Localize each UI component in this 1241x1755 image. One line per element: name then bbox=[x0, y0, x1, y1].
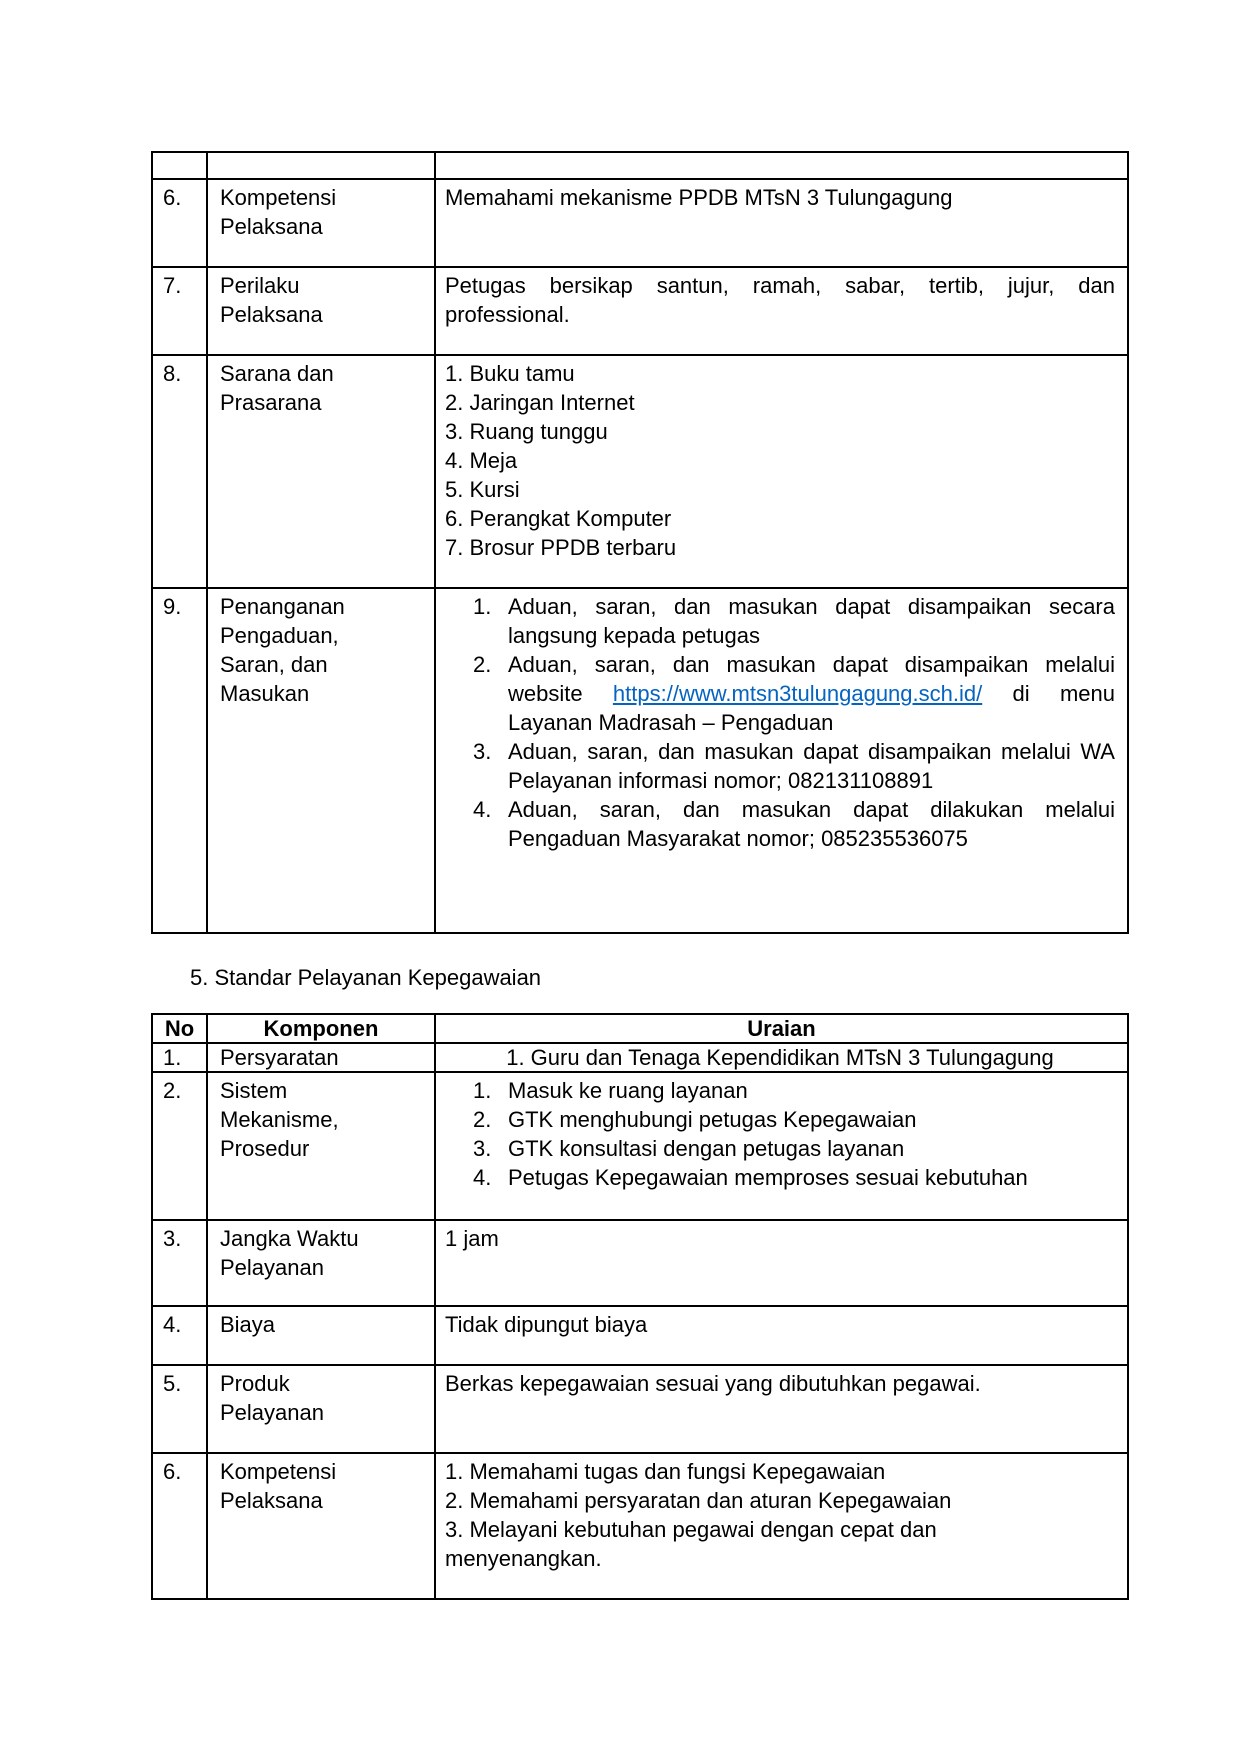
uraian-cell: Tidak dipungut biaya bbox=[435, 1306, 1128, 1365]
row-number-cell: 8. bbox=[152, 355, 207, 588]
list-item bbox=[473, 1163, 1115, 1192]
komponen-cell: Penanganan Pengaduan, Saran, dan Masukan bbox=[207, 588, 435, 933]
row-number-cell: 9. bbox=[152, 588, 207, 933]
table-row bbox=[152, 267, 1128, 355]
list-item bbox=[473, 650, 1115, 737]
table-row bbox=[152, 1365, 1128, 1453]
table-standar-pelayanan-kepegawaian bbox=[151, 1013, 1129, 1600]
uraian-cell: 1 jam bbox=[435, 1220, 1128, 1306]
list-item-text: Aduan, saran, dan masukan dapat disampaikan melalui website bbox=[508, 652, 1115, 706]
table-row bbox=[152, 1306, 1128, 1365]
komponen-cell: Kompetensi Pelaksana bbox=[207, 1453, 435, 1599]
header-komponen: Komponen bbox=[207, 1014, 435, 1043]
list-marker: 3. bbox=[473, 739, 492, 764]
prosedur-list bbox=[445, 1076, 1115, 1192]
list-marker: 1. bbox=[473, 594, 492, 619]
table-row bbox=[152, 355, 1128, 588]
row-number-cell: 5. bbox=[152, 1365, 207, 1453]
row-number-cell: 2. bbox=[152, 1072, 207, 1220]
section-heading: 5. Standar Pelayanan Kepegawaian bbox=[190, 965, 542, 990]
list-item-text: Petugas Kepegawaian memproses sesuai kebutuhan bbox=[508, 1165, 1028, 1190]
uraian-cell: Petugas bersikap santun, ramah, sabar, tertib, jujur, dan professional. bbox=[435, 267, 1128, 355]
table-row bbox=[152, 1072, 1128, 1220]
komponen-cell: Produk Pelayanan bbox=[207, 1365, 435, 1453]
list-marker: 3. bbox=[473, 1136, 492, 1161]
list-marker: 1. bbox=[473, 1078, 492, 1103]
table1-empty-row bbox=[152, 152, 1128, 179]
komponen-cell bbox=[207, 152, 435, 179]
komponen-cell: Sistem Mekanisme, Prosedur bbox=[207, 1072, 435, 1220]
table-row bbox=[152, 1220, 1128, 1306]
list-marker: 4. bbox=[473, 797, 492, 822]
komponen-cell: Kompetensi Pelaksana bbox=[207, 179, 435, 267]
komponen-cell: Sarana dan Prasarana bbox=[207, 355, 435, 588]
pengaduan-list bbox=[445, 592, 1115, 853]
row-number-cell: 3. bbox=[152, 1220, 207, 1306]
list-item bbox=[473, 1076, 1115, 1105]
uraian-cell bbox=[435, 1072, 1128, 1220]
komponen-cell: Biaya bbox=[207, 1306, 435, 1365]
row-number-cell: 6. bbox=[152, 1453, 207, 1599]
row-number-cell: 6. bbox=[152, 179, 207, 267]
list-item-text: Masuk ke ruang layanan bbox=[508, 1078, 748, 1103]
table-row bbox=[152, 1043, 1128, 1072]
uraian-cell: 1. Guru dan Tenaga Kependidikan MTsN 3 Tulungagung bbox=[435, 1043, 1128, 1072]
list-item-text: Aduan, saran, dan masukan dapat disampaikan secara langsung kepada petugas bbox=[508, 594, 1115, 648]
list-marker: 2. bbox=[473, 1107, 492, 1132]
list-item-text: GTK menghubungi petugas Kepegawaian bbox=[508, 1107, 917, 1132]
table-row bbox=[152, 179, 1128, 267]
uraian-cell bbox=[435, 588, 1128, 933]
uraian-cell: 1. Buku tamu 2. Jaringan Internet 3. Ruang tunggu 4. Meja 5. Kursi 6. Perangkat Komputer 7. Brosur PPDB terbaru bbox=[435, 355, 1128, 588]
table-header-row bbox=[152, 1014, 1128, 1043]
uraian-cell: Memahami mekanisme PPDB MTsN 3 Tulungagung bbox=[435, 179, 1128, 267]
uraian-cell: 1. Memahami tugas dan fungsi Kepegawaian 2. Memahami persyaratan dan aturan Kepegawaian 3. Melayani kebutuhan pegawai dengan cepat dan menyenangkan. bbox=[435, 1453, 1128, 1599]
list-item bbox=[473, 592, 1115, 650]
table-standar-pelayanan-ppdb-continued bbox=[151, 151, 1129, 934]
uraian-cell bbox=[435, 152, 1128, 179]
row-number-cell: 4. bbox=[152, 1306, 207, 1365]
row-number-cell bbox=[152, 152, 207, 179]
list-item-text: Aduan, saran, dan masukan dapat dilakukan melalui Pengaduan Masyarakat nomor; 085235536075 bbox=[508, 797, 1115, 851]
table-row bbox=[152, 588, 1128, 933]
list-marker: 2. bbox=[473, 652, 492, 677]
komponen-cell: Persyaratan bbox=[207, 1043, 435, 1072]
list-marker: 4. bbox=[473, 1165, 492, 1190]
list-item bbox=[473, 1105, 1115, 1134]
list-item-text: GTK konsultasi dengan petugas layanan bbox=[508, 1136, 905, 1161]
list-item bbox=[473, 795, 1115, 853]
list-item bbox=[473, 1134, 1115, 1163]
row-number-cell: 7. bbox=[152, 267, 207, 355]
header-uraian: Uraian bbox=[435, 1014, 1128, 1043]
list-item-text: di menu Layanan Madrasah – Pengaduan bbox=[508, 681, 1115, 735]
komponen-cell: Jangka Waktu Pelayanan bbox=[207, 1220, 435, 1306]
row-number-cell: 1. bbox=[152, 1043, 207, 1072]
list-item bbox=[473, 737, 1115, 795]
uraian-cell: Berkas kepegawaian sesuai yang dibutuhkan pegawai. bbox=[435, 1365, 1128, 1453]
list-item-text: Aduan, saran, dan masukan dapat disampaikan melalui WA Pelayanan informasi nomor; 082131108891 bbox=[508, 739, 1115, 793]
header-no: No bbox=[152, 1014, 207, 1043]
table-row bbox=[152, 1453, 1128, 1599]
website-link[interactable]: https://www.mtsn3tulungagung.sch.id/ bbox=[612, 681, 983, 706]
komponen-cell: Perilaku Pelaksana bbox=[207, 267, 435, 355]
